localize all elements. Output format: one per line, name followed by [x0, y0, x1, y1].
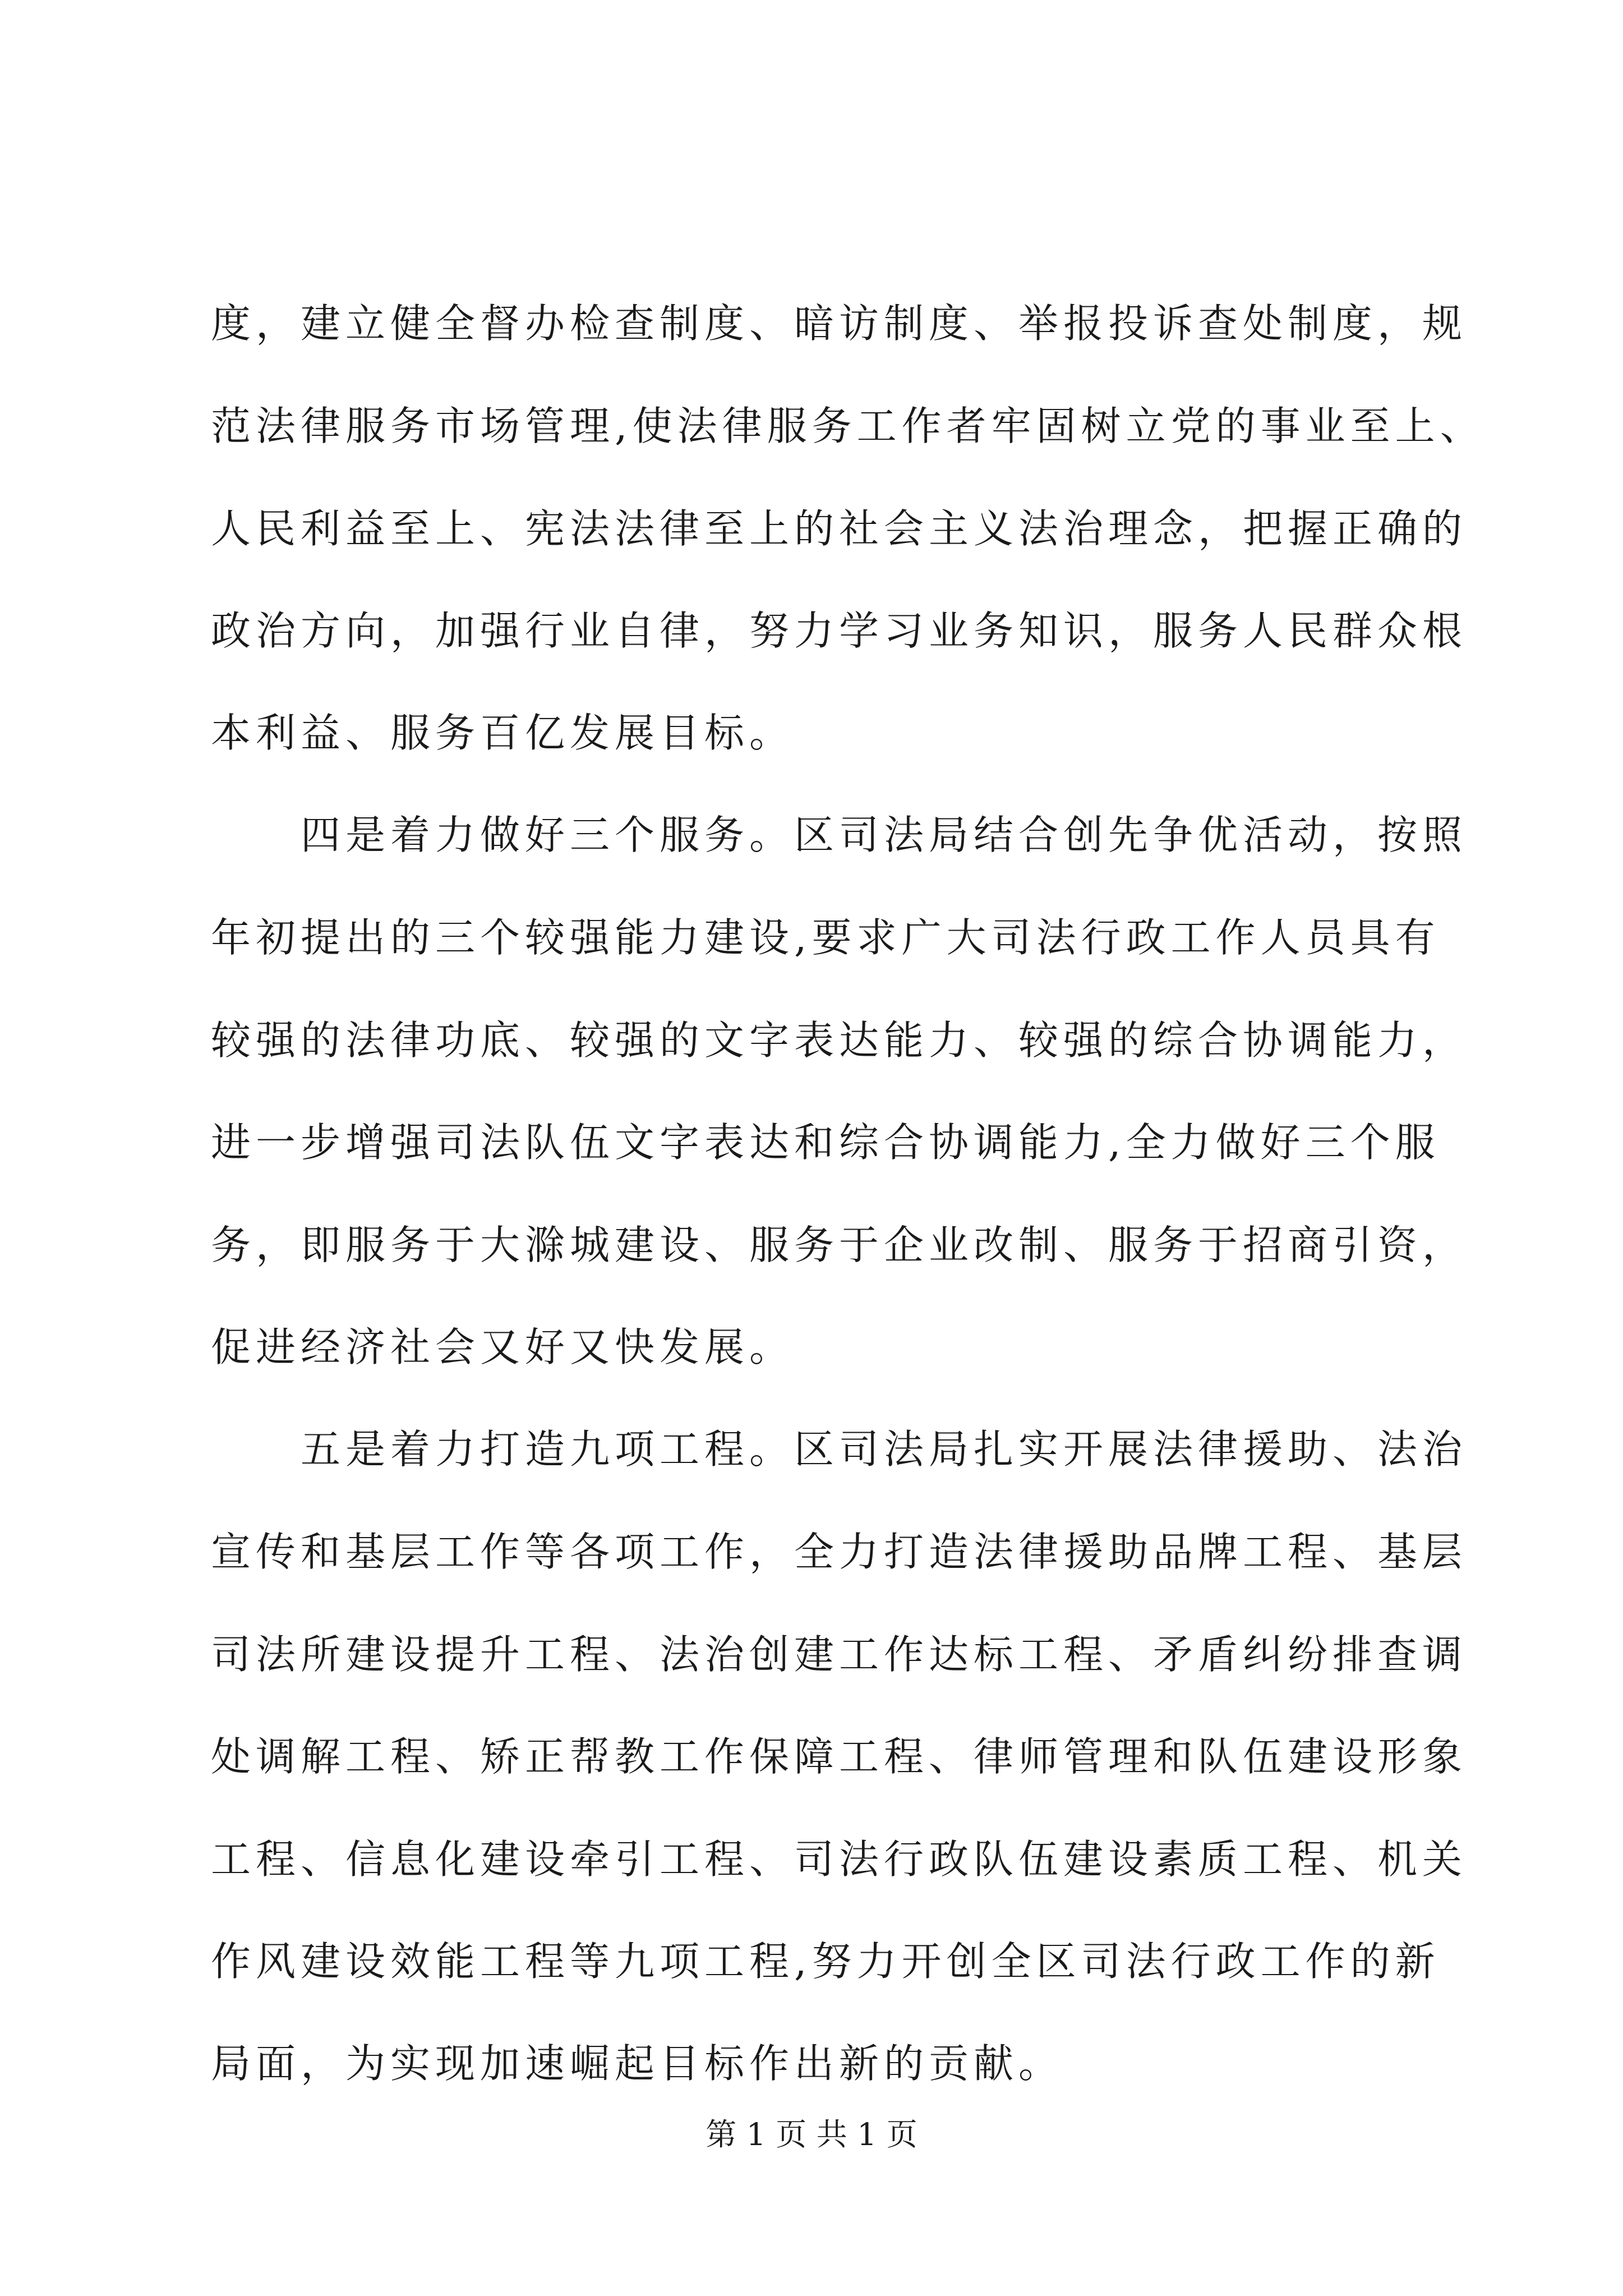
text-line-3: 人民利益至上、宪法法律至上的社会主义法治理念，把握正确的 [211, 505, 1468, 552]
page-footer: 第 1 页 共 1 页 [706, 2116, 917, 2152]
text-line-2: 范法律服务市场管理,使法律服务工作者牢固树立党的事业至上、 [211, 403, 1485, 449]
text-line-13: 宣传和基层工作等各项工作，全力打造法律援助品牌工程、基层 [211, 1529, 1468, 1575]
text-line-17: 作风建设效能工程等九项工程,努力开创全区司法行政工作的新 [211, 1938, 1440, 1985]
text-line-7: 年初提出的三个较强能力建设,要求广大司法行政工作人员具有 [211, 914, 1440, 961]
text-line-14: 司法所建设提升工程、法治创建工作达标工程、矛盾纠纷排查调 [211, 1631, 1468, 1678]
text-line-4: 政治方向，加强行业自律，努力学习业务知识，服务人民群众根 [211, 608, 1468, 654]
text-line-18: 局面，为实现加速崛起目标作出新的贡献。 [211, 2040, 1064, 2087]
text-line-6: 四是着力做好三个服务。区司法局结合创先争优活动，按照 [211, 812, 1468, 858]
text-line-10: 务，即服务于大滁城建设、服务于企业改制、服务于招商引资， [211, 1222, 1468, 1268]
text-line-1: 度，建立健全督办检查制度、暗访制度、举报投诉查处制度，规 [211, 300, 1468, 347]
text-line-5: 本利益、服务百亿发展目标。 [211, 710, 795, 756]
text-line-8: 较强的法律功底、较强的文字表达能力、较强的综合协调能力， [211, 1017, 1468, 1064]
text-line-16: 工程、信息化建设牵引工程、司法行政队伍建设素质工程、机关 [211, 1836, 1468, 1883]
text-line-11: 促进经济社会又好又快发展。 [211, 1324, 795, 1370]
text-line-9: 进一步增强司法队伍文字表达和综合协调能力,全力做好三个服 [211, 1119, 1440, 1166]
text-line-12: 五是着力打造九项工程。区司法局扎实开展法律援助、法治 [211, 1426, 1468, 1473]
text-line-15: 处调解工程、矫正帮教工作保障工程、律师管理和队伍建设形象 [211, 1733, 1468, 1780]
